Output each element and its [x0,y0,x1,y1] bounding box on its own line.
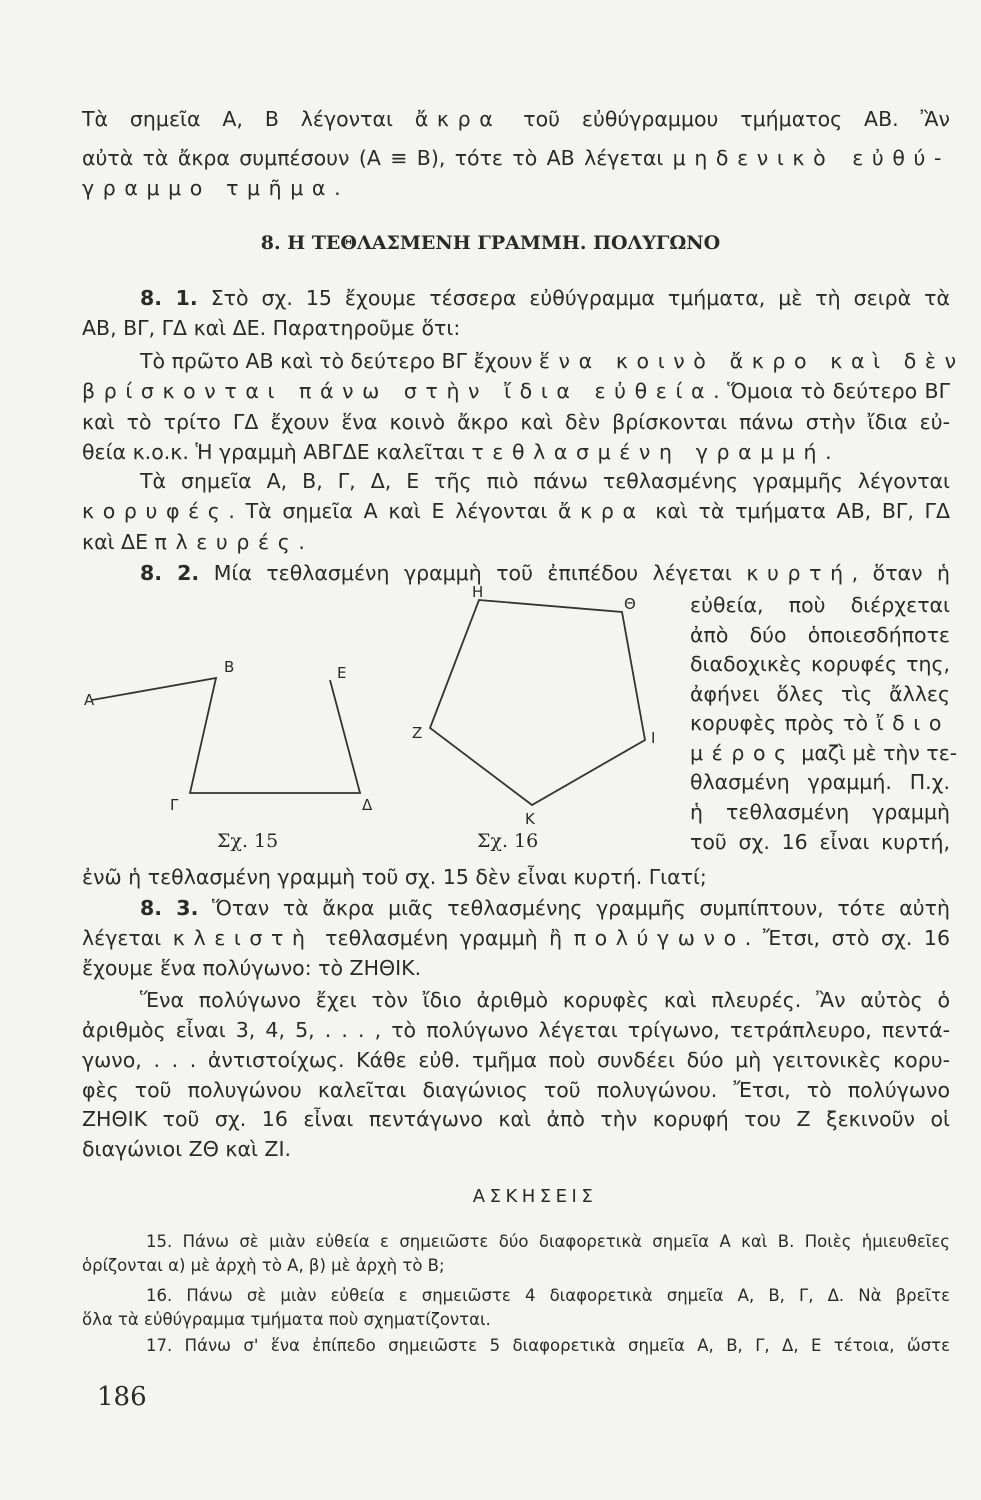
text-line: κορυφές. Τὰ σημεῖα Α καὶ Ε λέγονται ἄκρα καὶ τὰ τμήματα ΑΒ, ΒΓ, ΓΔ [82,499,950,523]
fig15-label-B: Β [224,658,235,676]
text-line: εὐθεία, ποὺ διέρχεται [690,593,950,617]
text-line: καὶ ΔΕ πλευρές. [82,530,305,554]
fig15-label-A: Α [84,691,95,709]
text-line: φὲς τοῦ πολυγώνου καλεῖται διαγώνιος τοῦ πολυγώνου. Ἔτσι, τὸ πολύγωνο [82,1078,950,1102]
text-line: θεία κ.ο.κ. Ἡ γραμμὴ ΑΒΓΔΕ καλεῖται τεθλασμένη γραμμή. [82,440,832,464]
fig15-label-E: Ε [337,664,347,682]
text-line: Ἕνα πολύγωνο ἔχει τὸν ἴδιο ἀριθμὸ κορυφὲς καὶ πλευρές. Ἂν αὐτὸς ὁ [140,988,950,1012]
fig16-label-Z: Ζ [412,724,423,742]
text-line: ΑΒ, ΒΓ, ΓΔ καὶ ΔΕ. Παρατηροῦμε ὅτι: [82,316,461,340]
text-line: 8. 3. Ὅταν τὰ ἄκρα μιᾶς τεθλασμένης γραμμῆς συμπίπτουν, τότε αὐτὴ [140,896,950,920]
text-line: ἔχουμε ἕνα πολύγωνο: τὸ ΖΗΘΙΚ. [82,956,422,980]
text-line: Τὸ πρῶτο ΑΒ καὶ τὸ δεύτερο ΒΓ ἔχουν ἕνα κοινὸ ἄκρο καὶ δὲν [140,349,965,373]
fig16-label-K: Κ [525,810,535,828]
exercise-line: 16. Πάνω σὲ μιὰν εὐθεία ε σημειῶστε 4 διαφορετικὰ σημεῖα Α, Β, Γ, Δ. Νὰ βρεῖτε [146,1286,950,1305]
text-line: Τὰ σημεῖα Α, Β, Γ, Δ, Ε τῆς πιὸ πάνω τεθλασμένης γραμμῆς λέγονται [140,469,950,493]
text-line: ἀριθμὸς εἶναι 3, 4, 5, . . . , τὸ πολύγωνο λέγεται τρίγωνο, τετράπλευρο, πεντά- [82,1018,950,1042]
text-line: ἀφήνει ὅλες τὶς ἄλλες [690,682,950,706]
text-line: καὶ τὸ τρίτο ΓΔ ἔχουν ἕνα κοινὸ ἄκρο καὶ δὲν βρίσκονται πάνω στὴν ἴδια εὐ- [82,410,950,434]
text-line: ἀπὸ δύο ὁποιεσδήποτε [690,623,950,647]
exercises-title: ΑΣΚΗΣΕΙΣ [472,1186,598,1207]
text-line: Τὰ σημεῖα Α, Β λέγονται ἄκρα τοῦ εὐθύγραμμου τμήματος ΑΒ. Ἂν [82,107,950,131]
text-line: τοῦ σχ. 16 εἶναι κυρτή, [690,830,950,854]
text-line: μέρος μαζὶ μὲ τὴν τε- [690,741,958,765]
fig16-caption: Σχ. 16 [477,830,539,852]
section-heading: 8. Η ΤΕΘΛΑΣΜΕΝΗ ΓΡΑΜΜΗ. ΠΟΛΥΓΩΝΟ [260,232,721,254]
fig16-label-Th: Θ [624,595,636,613]
text-line: γραμμο τμῆμα. [82,176,341,200]
text-line: βρίσκονται πάνω στὴν ἴδια εὐθεία. Ὅμοια τὸ δεύτερο ΒΓ [82,379,950,403]
exercise-line: ὁρίζονται α) μὲ ἀρχὴ τὸ Α, β) μὲ ἀρχὴ τὸ Β; [82,1256,445,1275]
text-line: θλασμένη γραμμή. Π.χ. [690,770,950,794]
fig15-label-G: Γ [170,796,179,814]
exercise-line: 17. Πάνω σ' ἕνα ἐπίπεδο σημειῶστε 5 διαφορετικὰ σημεῖα Α, Β, Γ, Δ, Ε τέτοια, ὥστε [146,1336,950,1355]
exercise-line: ὅλα τὰ εὐθύγραμμα τμήματα ποὺ σχηματίζονται. [82,1310,491,1329]
fig15-caption: Σχ. 15 [217,830,279,852]
text-line: κορυφὲς πρὸς τὸ ἴδιο [690,711,950,735]
exercise-line: 15. Πάνω σὲ μιὰν εὐθεία ε σημειῶστε δύο διαφορετικὰ σημεῖα Α καὶ Β. Ποιὲς ἡμιευθεῖες [146,1232,950,1251]
text-line: διαδοχικὲς κορυφές της, [690,652,950,676]
text-line: αὐτὰ τὰ ἄκρα συμπέσουν (Α ≡ Β), τότε τὸ ΑΒ λέγεται μηδενικὸ εὐθύ- [82,146,950,170]
text-line: ΖΗΘΙΚ τοῦ σχ. 16 εἶναι πεντάγωνο καὶ ἀπὸ τὴν κορυφή του Ζ ξεκινοῦν οἱ [82,1107,950,1131]
fig15-label-D: Δ [362,796,373,814]
text-line: ἡ τεθλασμένη γραμμὴ [690,800,950,824]
fig15-polyline [92,678,360,793]
fig16-pentagon [430,600,645,805]
text-line: ἐνῶ ἡ τεθλασμένη γραμμὴ τοῦ σχ. 15 δὲν εἶναι κυρτή. Γιατί; [82,865,707,889]
text-line: γωνο, . . . ἀντιστοίχως. Κάθε εὐθ. τμῆμα ποὺ συνδέει δύο μὴ γειτονικὲς κορυ- [82,1048,950,1072]
page-number: 186 [97,1382,147,1412]
text-line: λέγεται κλειστὴ τεθλασμένη γραμμὴ ἢ πολύγωνο. Ἔτσι, στὸ σχ. 16 [82,926,950,950]
fig16-label-H: Η [472,583,484,601]
text-line: 8. 2. Μία τεθλασμένη γραμμὴ τοῦ ἐπιπέδου λέγεται κυρτή, ὅταν ἡ [140,561,950,585]
fig16-label-I: Ι [651,729,656,747]
text-line: διαγώνιοι ΖΘ καὶ ΖΙ. [82,1137,292,1161]
text-line: 8. 1. Στὸ σχ. 15 ἔχουμε τέσσερα εὐθύγραμμα τμήματα, μὲ τὴ σειρὰ τὰ [140,286,950,310]
